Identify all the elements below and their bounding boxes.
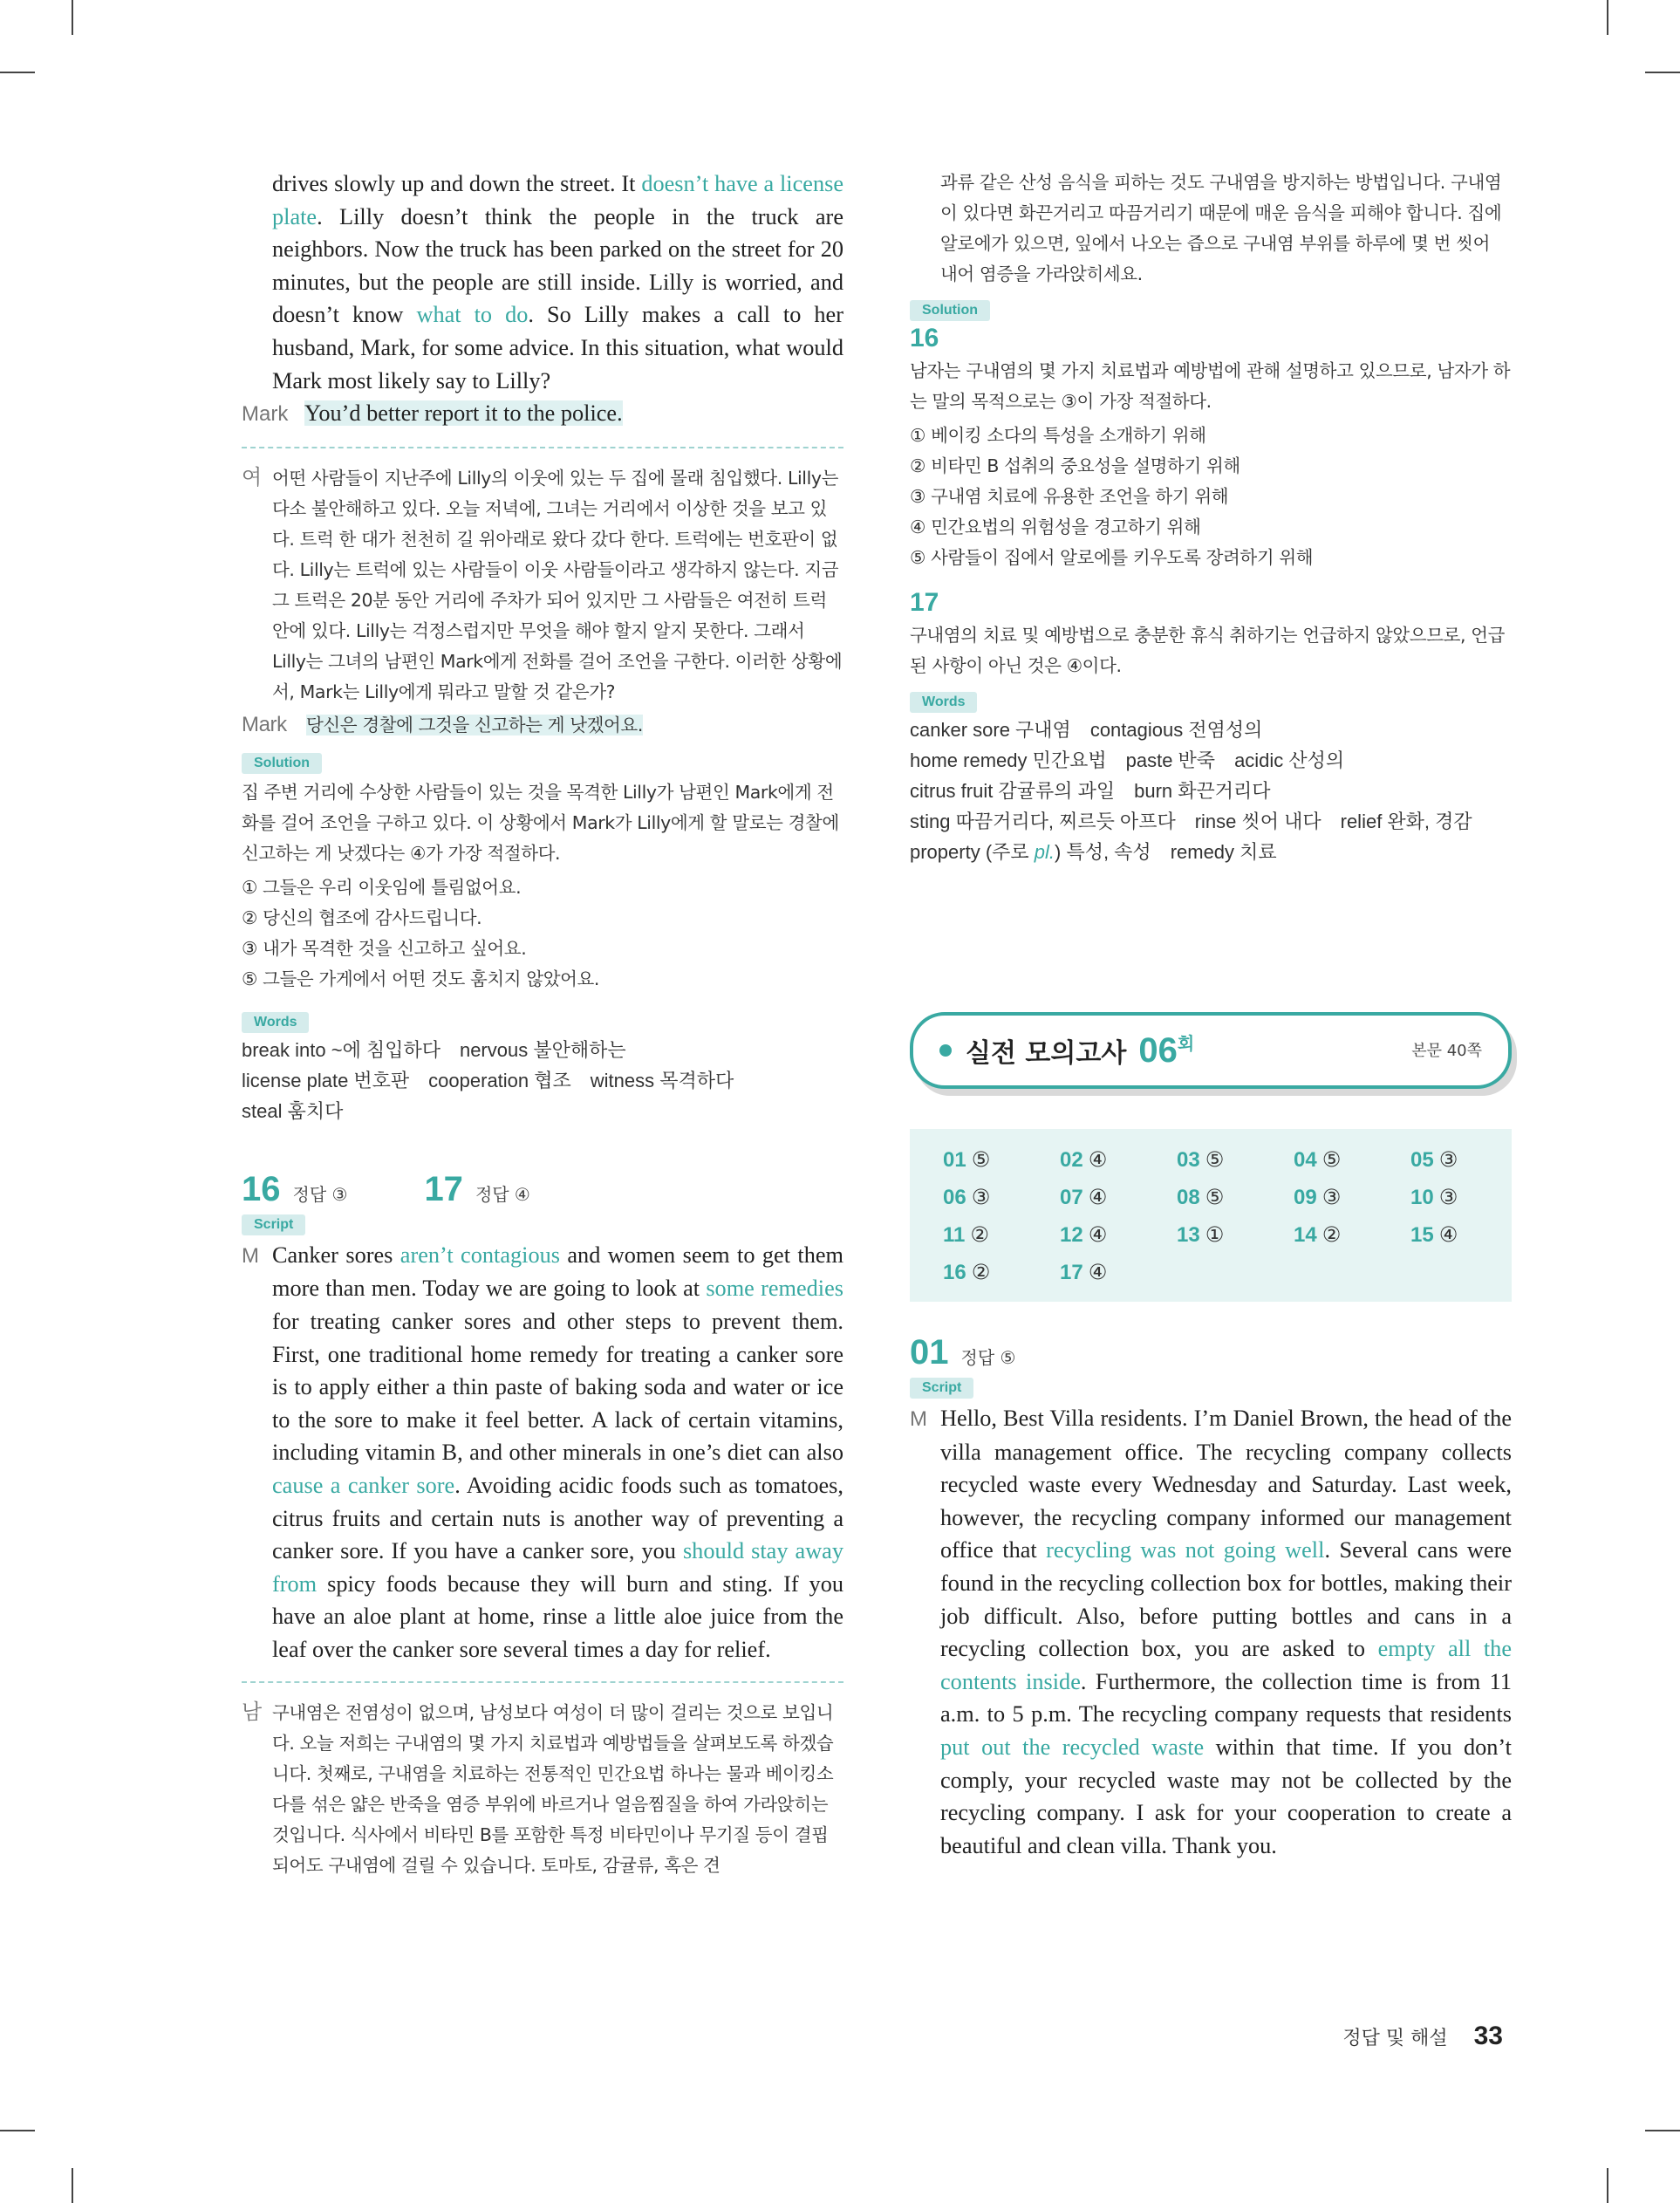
- crop-mark: [1645, 72, 1680, 73]
- word-entry: paste 반죽: [1125, 749, 1216, 771]
- answer-key-item: [943, 1259, 1060, 1286]
- option-item: ④ 민간요법의 위험성을 경고하기 위해: [910, 517, 1201, 537]
- word-entry: sting 따끔거리다, 찌르듯 아프다: [910, 811, 1176, 832]
- answer-key-number: 07: [1060, 1186, 1083, 1209]
- answer-key-item: [1410, 1184, 1527, 1211]
- word-row: [910, 745, 1512, 776]
- answer-key-item: [1060, 1146, 1177, 1173]
- exam-number: 06: [1138, 1030, 1178, 1070]
- text-run: and women seem to get them more than men. Today we are going to look at: [272, 1242, 843, 1302]
- answer-key-number: 13: [1177, 1223, 1200, 1247]
- crop-mark: [1607, 2168, 1608, 2203]
- words-list: [242, 1035, 843, 1126]
- option-item: ② 당신의 협조에 감사드립니다.: [242, 907, 482, 928]
- answer-key-item: [1060, 1184, 1177, 1211]
- crop-mark: [72, 2168, 73, 2203]
- word-entry: witness 목격하다: [590, 1069, 734, 1091]
- highlighted-phrase: doesn’t have a license plate: [272, 171, 844, 229]
- divider: [242, 1681, 843, 1683]
- options-list: [910, 421, 1512, 573]
- answer-key-number: 12: [1060, 1223, 1083, 1247]
- answer-key-item: [1177, 1146, 1294, 1173]
- mark-answer-line: [242, 397, 843, 431]
- answer-key-item: [943, 1221, 1060, 1249]
- word-row: [242, 1096, 843, 1126]
- word-entry: relief 완화, 경감: [1340, 811, 1472, 832]
- answer-key-number: 11: [943, 1223, 966, 1247]
- text-run: drives slowly up and down the street. It: [272, 171, 642, 196]
- exam-hoe: 회: [1177, 1032, 1195, 1054]
- answer-key-number: 06: [943, 1186, 966, 1209]
- question-number: 16: [242, 1169, 281, 1208]
- highlighted-phrase: recycling was not going well: [1046, 1537, 1325, 1563]
- answer-key-number: 01: [943, 1148, 966, 1172]
- highlighted-phrase: empty all the contents inside: [940, 1636, 1512, 1694]
- answer-key-item: [1294, 1146, 1410, 1173]
- text-run: . Lilly doesn’t think the people in the truck are neighbors. Now the truck has been parked on the street for 20 minutes, but the people are still inside. Lilly is worried, and doesn’t know: [272, 203, 843, 328]
- answer-key-item: [943, 1146, 1060, 1173]
- crop-mark: [1607, 0, 1608, 35]
- answer-header-16-17: [242, 1170, 843, 1209]
- solution-text: 구내염의 치료 및 예방법으로 충분한 휴식 취하기는 언급하지 않았으므로, 언급된 사항이 아닌 것은 ④이다.: [910, 625, 1506, 676]
- option-item: ① 베이킹 소다의 특성을 소개하기 위해: [910, 425, 1206, 446]
- answer-key-number: 03: [1177, 1148, 1200, 1172]
- answer-key-number: 14: [1294, 1223, 1317, 1247]
- text-run: for treating canker sores and other steps to prevent them. First, one traditional home remedy for treating a canker sore is to apply either a thin paste of baking soda and water or ice to the sore to make it feel better. A lack of certain vitamins, including vitamin B, and other minerals in one’s diet can also: [272, 1308, 843, 1466]
- words-label: Words: [910, 692, 977, 713]
- word-row: [910, 806, 1512, 837]
- word-row: [242, 1065, 843, 1096]
- option-item: ⑤ 그들은 가게에서 어떤 것도 훔치지 않았어요.: [242, 968, 600, 989]
- divider: [242, 447, 843, 448]
- word-entry: canker sore 구내염: [910, 719, 1071, 741]
- highlighted-phrase: what to do: [416, 302, 529, 328]
- speaker-label: 남: [242, 1700, 262, 1725]
- answer-key-number: 08: [1177, 1186, 1200, 1209]
- crop-mark: [72, 0, 73, 35]
- word-entry: burn 화끈거리다: [1134, 780, 1271, 802]
- option-item: ③ 구내염 치료에 유용한 조언을 하기 위해: [910, 486, 1229, 507]
- answer-key-choice: ①: [1205, 1222, 1225, 1247]
- korean-mark-answer: 당신은 경찰에 그것을 신고하는 게 낫겠어요.: [306, 714, 643, 735]
- answer-key-item: [943, 1184, 1060, 1211]
- exam-section: [910, 1012, 1512, 1302]
- script-text: [910, 1402, 1512, 1862]
- answer-key-number: 02: [1060, 1148, 1083, 1172]
- korean-mark-answer-line: [242, 709, 843, 741]
- answer-key-choice: ③: [1438, 1147, 1458, 1172]
- answer-key-item: [1410, 1221, 1527, 1249]
- answer-key-choice: ④: [1088, 1147, 1108, 1172]
- option-item: ① 그들은 우리 이웃임에 틀림없어요.: [242, 876, 522, 898]
- word-entry: acidic 산성의: [1234, 749, 1345, 771]
- word-entry: home remedy 민간요법: [910, 749, 1107, 771]
- answer-text: 정답 ⑤: [960, 1347, 1016, 1368]
- highlighted-phrase: should stay away from: [272, 1538, 844, 1597]
- word-row: [910, 715, 1512, 745]
- left-column: [242, 168, 843, 1881]
- script-label: Script: [242, 1214, 305, 1235]
- answer-key-number: 17: [1060, 1261, 1083, 1284]
- script-text: [242, 1239, 843, 1666]
- option-item: ③ 내가 목격한 것을 신고하고 싶어요.: [242, 937, 527, 959]
- answer-key-number: 05: [1410, 1148, 1434, 1172]
- highlighted-phrase: some remedies: [706, 1276, 843, 1302]
- option-item: ⑤ 사람들이 집에서 알로에를 키우도록 장려하기 위해: [910, 547, 1314, 568]
- word-entry: license plate 번호판: [242, 1069, 410, 1091]
- script-label: Script: [910, 1378, 973, 1399]
- answer-key-item: [1177, 1221, 1294, 1249]
- answer-key-item: [1060, 1221, 1177, 1249]
- speaker-label: Mark: [242, 402, 289, 427]
- answer-key-number: 15: [1410, 1223, 1434, 1247]
- korean-script-continuation: 과류 같은 산성 음식을 피하는 것도 구내염을 방지하는 방법입니다. 구내염이 있다면 화끈거리고 따끔거리기 때문에 매운 음식을 피해야 합니다. 집에 알로에가 있으면, 잎에서 나오는 즙으로 구내염 부위를 하루에 몇 번 씻어 내어 염증을 가라앉히세요.: [940, 172, 1502, 284]
- page-number: 33: [1473, 2022, 1503, 2050]
- word-entry: contagious 전염성의: [1089, 719, 1263, 741]
- answer-key-item: [1410, 1146, 1527, 1173]
- answer-key-item: [1294, 1184, 1410, 1211]
- highlighted-phrase: aren’t contagious: [400, 1242, 560, 1268]
- answer-key-choice: ③: [971, 1185, 991, 1209]
- answer-key-grid: [910, 1129, 1512, 1302]
- words-list: canker sore 구내염 contagious 전염성의 home remedy 민간요법 paste 반죽 acidic 산성의 citrus fruit 감귤류의 과일 burn 화끈거리다 sting 따끔거리다, 찌르듯 아프다 rinse 씻어 내다 relief 완화, 경감 property (주로 pl.) 특성, 속성 remedy 치료: [910, 715, 1512, 867]
- crop-mark: [1645, 2130, 1680, 2131]
- exam-header: [910, 1012, 1512, 1089]
- words-label: Words: [242, 1012, 309, 1033]
- answer-key-choice: ④: [1438, 1222, 1458, 1247]
- answer-key-choice: ④: [1088, 1260, 1108, 1284]
- speaker-label: M: [910, 1407, 927, 1431]
- answer-key-choice: ③: [1321, 1185, 1342, 1209]
- exam-title: 실전 모의고사: [966, 1038, 1127, 1069]
- answer-key-choice: ⑤: [971, 1147, 991, 1172]
- answer-key-choice: ②: [1321, 1222, 1342, 1247]
- bullet-dot-icon: [939, 1044, 952, 1057]
- page-footer: [1342, 2022, 1503, 2051]
- word-entry: steal 훔치다: [242, 1099, 344, 1122]
- answer-key-number: 16: [943, 1261, 966, 1284]
- word-entry: rinse 씻어 내다: [1194, 811, 1321, 832]
- solution-label: Solution: [910, 300, 990, 321]
- text-run: within that time. If you don’t comply, your recycled waste may not be collected by the recycling company. I ask for your cooperation to create a beautiful and clean villa. Thank you.: [940, 1734, 1512, 1858]
- korean-script-translation: 남 구내염은 전염성이 없으며, 남성보다 여성이 더 많이 걸리는 것으로 보입니다. 오늘 저희는 구내염의 몇 가지 치료법과 예방법들을 살펴보도록 하겠습니다. 첫째로, 구내염을 치료하는 전통적인 민간요법 하나는 물과 베이킹소다를 섞은 얇은 반죽을 염증 부위에 바르거나 얼음찜질을 하여 가라앉히는 것입니다. 식사에서 비타민 B를 포함한 특정 비타민이나 무기질 등이 결핍되어도 구내염에 걸릴 수 있습니다. 토마토, 감귤류, 혹은 견: [242, 1697, 843, 1881]
- answer-key-item: [1294, 1221, 1410, 1249]
- word-entry: break into ~에 침입하다: [242, 1038, 440, 1061]
- footer-text: 정답 및 해설: [1342, 2028, 1448, 2049]
- highlighted-phrase: put out the recycled waste: [940, 1734, 1205, 1760]
- answer-header-01: [910, 1333, 1512, 1372]
- answer-text: 정답 ④: [475, 1183, 530, 1205]
- word-row: [910, 776, 1512, 806]
- option-item: ② 비타민 B 섭취의 중요성을 설명하기 위해: [910, 455, 1240, 476]
- text-run: Hello, Best Villa residents. I’m Daniel Brown, the head of the villa management office. The recycling company collects recycled waste every Wednesday and Saturday. Last week, however, the recycling company informed our management office that: [940, 1406, 1512, 1563]
- solution-text: 남자는 구내염의 몇 가지 치료법과 예방법에 관해 설명하고 있으므로, 남자가 하는 말의 목적으로는 ③이 가장 적절하다.: [910, 360, 1511, 412]
- answer-key-item: [1177, 1184, 1294, 1211]
- answer-key-number: 04: [1294, 1148, 1317, 1172]
- crop-mark: [0, 72, 35, 73]
- question-number: 01: [910, 1333, 949, 1372]
- question-number: 16: [910, 324, 939, 352]
- question-number: 17: [424, 1169, 463, 1208]
- script-continuation: [242, 168, 843, 397]
- speaker-label: Mark: [242, 712, 287, 736]
- answer-key-choice: ⑤: [1205, 1185, 1225, 1209]
- answer-key-choice: ②: [970, 1222, 989, 1247]
- answer-key-choice: ⑤: [1205, 1147, 1225, 1172]
- text-run: . Furthermore, the collection time is from 11 a.m. to 5 p.m. The recycling company requests that residents: [940, 1668, 1512, 1728]
- answer-key-item: [1060, 1259, 1177, 1286]
- text-run: . Avoiding acidic foods such as tomatoes, citrus fruits and certain nuts is another way of preventing a canker sore. If you have a canker sore, you: [272, 1472, 843, 1564]
- exam-page-ref: 본문 40쪽: [1411, 1042, 1482, 1060]
- word-row: [242, 1035, 843, 1065]
- answer-key-choice: ④: [1088, 1222, 1108, 1247]
- korean-translation: 여 어떤 사람들이 지난주에 Lilly의 이웃에 있는 두 집에 몰래 침입했다. Lilly는 다소 불안해하고 있다. 오늘 저녁에, 그녀는 거리에서 이상한 것을 보고 있다. 트럭 한 대가 천천히 길 위아래로 왔다 갔다 한다. 트럭에는 번호판이 없다. Lilly는 트럭에 있는 사람들이 이웃 사람들이라고 생각하지 않는다. 지금 그 트럭은 20분 동안 거리에 주차가 되어 있지만 그 사람들은 여전히 트럭 안에 있다. Lilly는 걱정스럽지만 무엇을 해야 할지 알지 못한다. 그래서 Lilly는 그녀의 남편인 Mark에게 전화를 걸어 조언을 구한다. 이러한 상황에서, Mark는 Lilly에게 뭐라고 말할 것 같은가?: [242, 462, 843, 708]
- text-run: spicy foods because they will burn and sting. If you have an aloe plant at home, rinse a little aloe juice from the leaf over the canker sore several times a day for relief.: [272, 1570, 843, 1662]
- answer-key-choice: ③: [1438, 1185, 1458, 1209]
- word-entry: citrus fruit 감귤류의 과일: [910, 780, 1116, 802]
- crop-mark: [0, 2130, 35, 2131]
- answer-text: 정답 ③: [292, 1183, 348, 1205]
- right-column: [910, 168, 1512, 1862]
- answer-key-choice: ④: [1088, 1185, 1108, 1209]
- solution-label: Solution: [242, 753, 322, 774]
- question-number: 17: [910, 588, 939, 617]
- mark-answer: You’d better report it to the police.: [304, 400, 623, 427]
- highlighted-phrase: cause a canker sore: [272, 1472, 455, 1498]
- options-list: [242, 872, 843, 995]
- text-run: . Several cans were found in the recycling collection box for bottles, making their job difficult. Also, before putting bottles and cans in a recycling collection box, you are asked to: [940, 1537, 1513, 1662]
- speaker-label: M: [242, 1243, 259, 1268]
- word-entry: nervous 불안해하는: [459, 1038, 626, 1061]
- answer-key-choice: ②: [971, 1260, 991, 1284]
- word-entry: cooperation 협조: [428, 1069, 571, 1091]
- answer-key-number: 09: [1294, 1186, 1317, 1209]
- text-run: Canker sores: [272, 1242, 400, 1268]
- answer-key-number: 10: [1410, 1186, 1434, 1209]
- speaker-label: 여: [242, 465, 262, 489]
- text-run: . So Lilly makes a call to her husband, Mark, for some advice. In this situation, what would Mark most likely say to Lilly?: [272, 302, 843, 393]
- answer-key-choice: ⑤: [1321, 1147, 1342, 1172]
- solution-text: 집 주변 거리에 수상한 사람들이 있는 것을 목격한 Lilly가 남편인 Mark에게 전화를 걸어 조언을 구하고 있다. 이 상황에서 Mark가 Lilly에게 할 말로는 경찰에 신고하는 게 낫겠다는 ④가 가장 적절하다.: [242, 781, 839, 864]
